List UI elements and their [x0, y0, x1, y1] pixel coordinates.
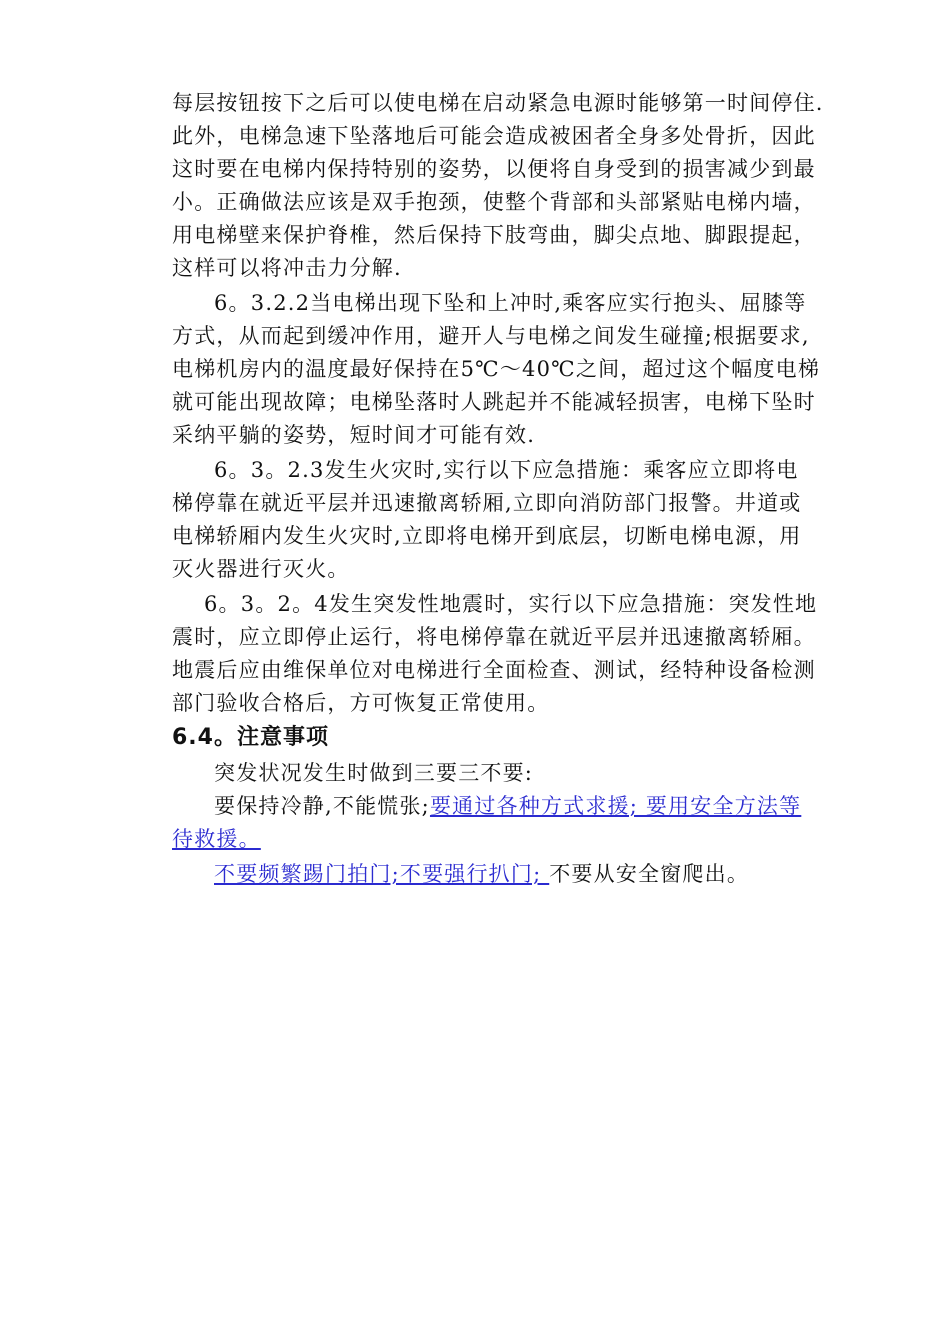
paragraph-line: 梯停靠在就近平层并迅速撤离轿厢,立即向消防部门报警。井道或	[172, 491, 802, 515]
paragraph-line: 每层按钮按下之后可以使电梯在启动紧急电源时能够第一时间停住.	[172, 91, 824, 115]
paragraph-line: 震时，应立即停止运行，将电梯停靠在就近平层并迅速撤离轿厢。	[172, 625, 816, 649]
paragraph-line: 电梯机房内的温度最好保持在5℃～40℃之间，超过这个幅度电梯	[172, 357, 821, 381]
paragraph-line: 小。正确做法应该是双手抱颈，使整个背部和头部紧贴电梯内墙，	[172, 190, 816, 214]
rule-link[interactable]: 要通过各种方式求援; 要用安全方法等	[429, 794, 802, 818]
rule-text: 不要从安全窗爬出。	[549, 862, 750, 886]
paragraph-line: 6。3。2.3发生火灾时,实行以下应急措施：乘客应立即将电	[214, 458, 799, 482]
paragraph-line: 这样可以将冲击力分解.	[172, 256, 402, 280]
paragraph-line: 这时要在电梯内保持特别的姿势，以便将自身受到的损害减少到最	[172, 157, 816, 181]
paragraph-line: 方式，从而起到缓冲作用，避开人与电梯之间发生碰撞;根据要求,	[172, 324, 810, 348]
paragraph-line: 部门验收合格后，方可恢复正常使用。	[172, 691, 550, 715]
paragraph-line: 电梯轿厢内发生火灾时,立即将电梯开到底层，切断电梯电源，用	[172, 524, 802, 548]
paragraph-line: 采纳平躺的姿势，短时间才可能有效.	[172, 423, 536, 447]
section-heading: 6.4。注意事项	[172, 725, 329, 750]
rule-line-1	[214, 791, 874, 821]
paragraph-line: 6。3.2.2当电梯出现下坠和上冲时,乘客应实行抱头、屈膝等	[214, 291, 807, 315]
paragraph-line: 用电梯壁来保护脊椎，然后保持下肢弯曲，脚尖点地、脚跟提起，	[172, 223, 816, 247]
rule-line-2	[214, 859, 874, 889]
rule-link[interactable]: 待救援。	[172, 827, 261, 851]
intro-line: 突发状况发生时做到三要三不要:	[214, 761, 534, 785]
paragraph-line: 此外，电梯急速下坠落地后可能会造成被困者全身多处骨折，因此	[172, 124, 816, 148]
rule-line-1-cont	[172, 824, 832, 854]
rule-link[interactable]: 不要频繁踢门拍门;不要强行扒门;	[214, 862, 550, 886]
paragraph-line: 地震后应由维保单位对电梯进行全面检查、测试，经特种设备检测	[172, 658, 816, 682]
paragraph-line: 就可能出现故障；电梯坠落时人跳起并不能减轻损害，电梯下坠时	[172, 390, 816, 414]
paragraph-line: 6。3。2。4发生突发性地震时，实行以下应急措施：突发性地	[204, 592, 818, 616]
rule-text: 要保持冷静,不能慌张;	[214, 794, 430, 818]
paragraph-line: 灭火器进行灭火。	[172, 557, 350, 581]
